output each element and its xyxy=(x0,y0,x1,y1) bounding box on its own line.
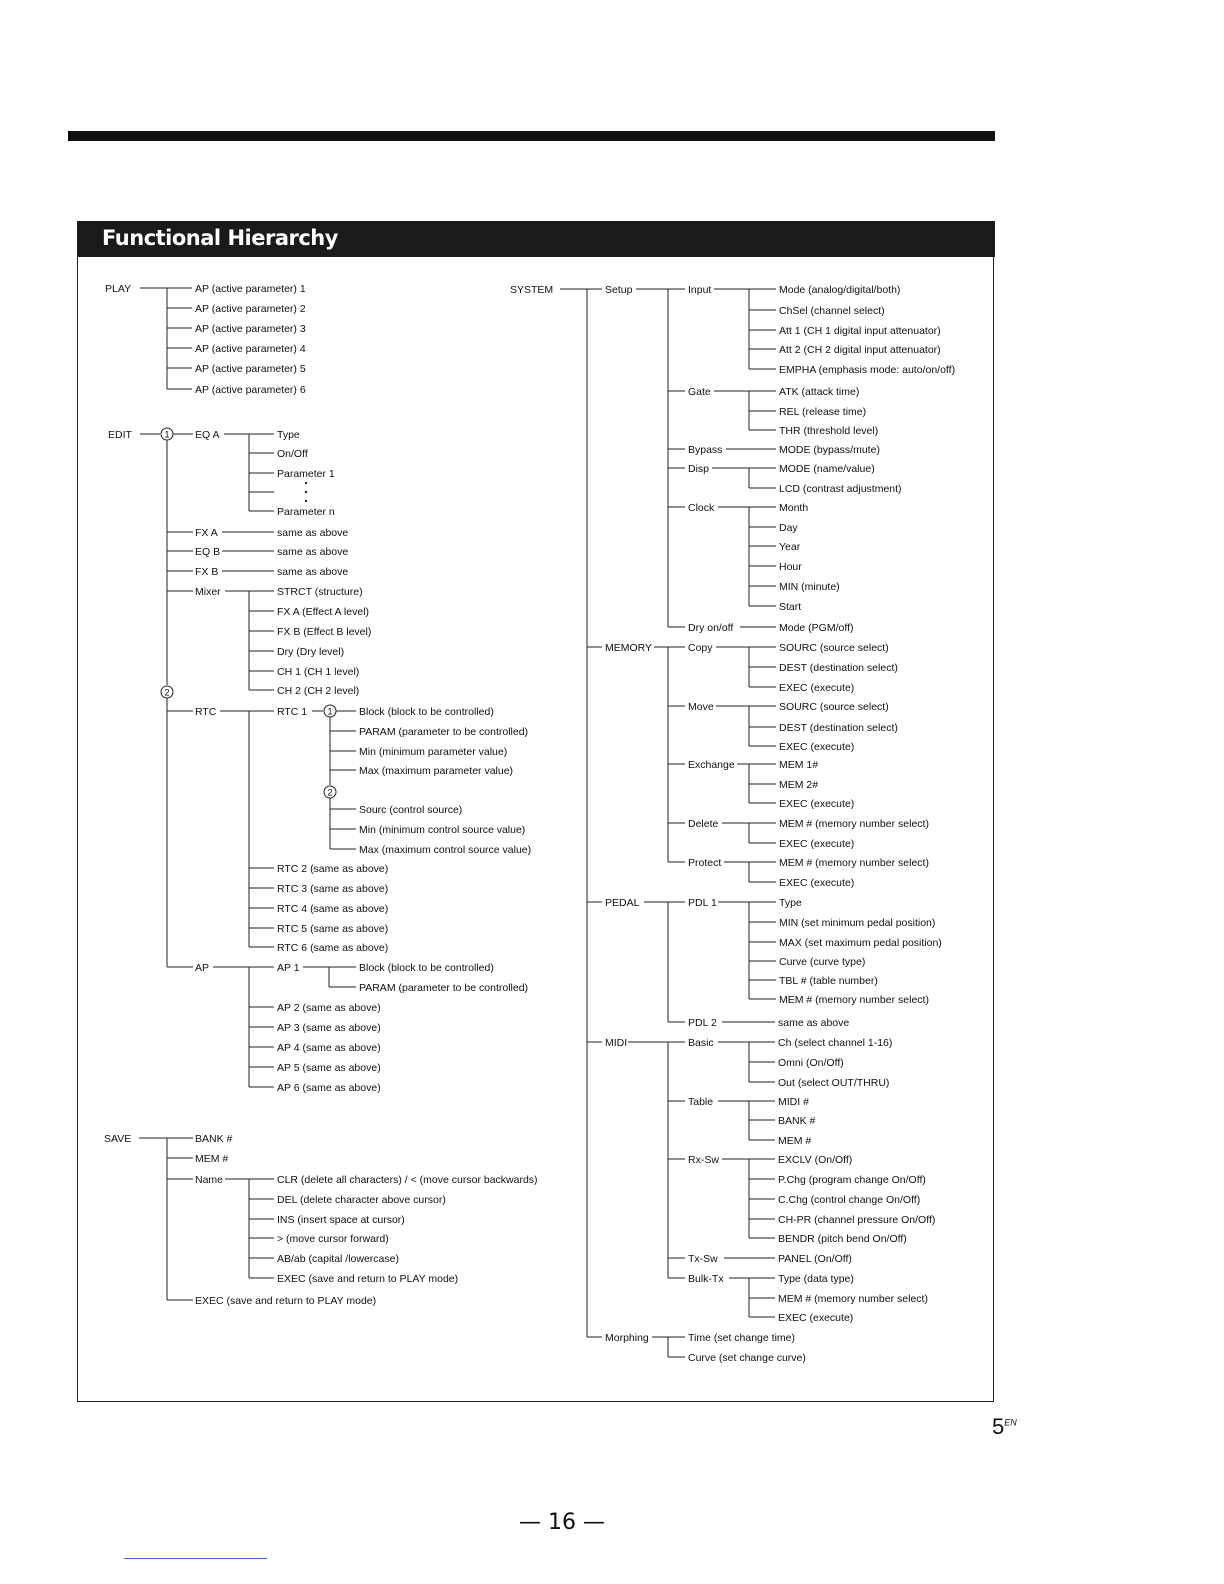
ap1-child: Block (block to be controlled) xyxy=(359,962,494,974)
clock-child: Month xyxy=(779,502,809,514)
input-child: Att 1 (CH 1 digital input attenuator) xyxy=(779,325,941,337)
edit-item-label: FX B xyxy=(195,566,219,578)
memory-submenu-label: Protect xyxy=(688,857,722,869)
ap-other: AP 3 (same as above) xyxy=(277,1022,381,1034)
save-exec: EXEC (save and return to PLAY mode) xyxy=(195,1295,377,1307)
pdl1-child: TBL # (table number) xyxy=(779,975,878,987)
save-name-child: INS (insert space at cursor) xyxy=(277,1214,405,1226)
midi-submenu-child: MIDI # xyxy=(778,1096,809,1108)
memory-submenu-child: SOURC (source select) xyxy=(779,642,889,654)
rtc-group2-child: Sourc (control source) xyxy=(359,804,463,816)
txsw-value: PANEL (On/Off) xyxy=(778,1253,852,1265)
gate-child: THR (threshold level) xyxy=(779,425,879,437)
memory-label: MEMORY xyxy=(605,642,653,654)
pdl1-label: PDL 1 xyxy=(688,897,717,909)
memory-submenu-child: MEM # (memory number select) xyxy=(779,857,929,869)
rtc1-label: RTC 1 xyxy=(277,706,308,718)
footer-link-underline xyxy=(124,1558,267,1559)
save-name-child: AB/ab (capital /lowercase) xyxy=(277,1253,399,1265)
midi-submenu-label: Rx-Sw xyxy=(688,1154,719,1166)
midi-submenu-child: Omni (On/Off) xyxy=(778,1057,844,1069)
pdl1-child: MEM # (memory number select) xyxy=(779,994,929,1006)
play-child: AP (active parameter) 3 xyxy=(195,323,306,335)
midi-submenu-child: BENDR (pitch bend On/Off) xyxy=(778,1233,907,1245)
play-child: AP (active parameter) 1 xyxy=(195,283,306,295)
edit-item-value: same as above xyxy=(277,566,349,578)
memory-submenu-child: MEM 2# xyxy=(779,779,819,791)
memory-submenu-child: EXEC (execute) xyxy=(779,741,855,753)
page-mark-suffix: EN xyxy=(1004,1417,1017,1428)
bulktx-child: EXEC (execute) xyxy=(778,1312,854,1324)
pdl2-label: PDL 2 xyxy=(688,1017,717,1029)
rtc-other: RTC 5 (same as above) xyxy=(277,923,389,935)
memory-submenu-label: Move xyxy=(688,701,714,713)
branch-marker-label: 1 xyxy=(327,706,333,717)
morphing-label: Morphing xyxy=(605,1332,649,1344)
save-name-child: CLR (delete all characters) / < (move cursor backwards) xyxy=(277,1174,538,1186)
midi-submenu-child: BANK # xyxy=(778,1115,816,1127)
midi-submenu-label: Table xyxy=(688,1096,714,1108)
disp-child: MODE (name/value) xyxy=(779,463,875,475)
memory-submenu-child: MEM # (memory number select) xyxy=(779,818,929,830)
mixer-child: CH 2 (CH 2 level) xyxy=(277,685,360,697)
dry-label: Dry on/off xyxy=(688,622,734,634)
system-root-label: SYSTEM xyxy=(510,284,554,296)
memory-submenu-child: EXEC (execute) xyxy=(779,877,855,889)
midi-submenu-child: MEM # xyxy=(778,1135,812,1147)
txsw-label: Tx-Sw xyxy=(688,1253,718,1265)
mixer-child: Dry (Dry level) xyxy=(277,646,345,658)
mixer-label: Mixer xyxy=(195,586,221,598)
midi-submenu-child: P.Chg (program change On/Off) xyxy=(778,1174,926,1186)
memory-submenu-child: EXEC (execute) xyxy=(779,798,855,810)
ap-other: AP 2 (same as above) xyxy=(277,1002,381,1014)
rtc-group2-child: Min (minimum control source value) xyxy=(359,824,526,836)
mixer-child: CH 1 (CH 1 level) xyxy=(277,666,360,678)
ap-other: AP 6 (same as above) xyxy=(277,1082,381,1094)
rtc-group1-child: Block (block to be controlled) xyxy=(359,706,494,718)
memory-submenu-child: DEST (destination select) xyxy=(779,662,898,674)
memory-submenu-child: MEM 1# xyxy=(779,759,819,771)
memory-submenu-child: DEST (destination select) xyxy=(779,722,898,734)
ap-other: AP 4 (same as above) xyxy=(277,1042,381,1054)
rtc-other: RTC 6 (same as above) xyxy=(277,942,389,954)
ellipsis-dot xyxy=(305,491,307,493)
clock-child: Day xyxy=(779,522,798,534)
midi-submenu-child: CH-PR (channel pressure On/Off) xyxy=(778,1214,936,1226)
gate-child: ATK (attack time) xyxy=(779,386,860,398)
play-child: AP (active parameter) 5 xyxy=(195,363,306,375)
rtc-label: RTC xyxy=(195,706,217,718)
dry-value: Mode (PGM/off) xyxy=(779,622,854,634)
save-name-child: DEL (delete character above cursor) xyxy=(277,1194,446,1206)
clock-child: MIN (minute) xyxy=(779,581,840,593)
bulktx-child: Type (data type) xyxy=(778,1273,854,1285)
ellipsis-dot xyxy=(305,482,307,484)
eq-a-label: EQ A xyxy=(195,429,220,441)
clock-label: Clock xyxy=(688,502,715,514)
disp-label: Disp xyxy=(688,463,710,475)
ellipsis-dot xyxy=(305,500,307,502)
eq-a-child: On/Off xyxy=(277,448,308,460)
pdl1-child: Curve (curve type) xyxy=(779,956,866,968)
eq-a-child: Type xyxy=(277,429,300,441)
midi-label: MIDI xyxy=(605,1037,628,1049)
save-name-child: > (move cursor forward) xyxy=(277,1233,389,1245)
branch-marker-label: 2 xyxy=(327,787,333,798)
page-title: Functional Hierarchy xyxy=(102,226,338,250)
mixer-child: FX A (Effect A level) xyxy=(277,606,370,618)
morphing-child: Curve (set change curve) xyxy=(688,1352,806,1364)
pdl1-child: Type xyxy=(779,897,802,909)
memory-submenu-child: EXEC (execute) xyxy=(779,682,855,694)
page-number: — 16 — xyxy=(519,1510,605,1535)
input-child: ChSel (channel select) xyxy=(779,305,885,317)
memory-submenu-label: Exchange xyxy=(688,759,735,771)
play-child: AP (active parameter) 6 xyxy=(195,384,306,396)
bulktx-label: Bulk-Tx xyxy=(688,1273,724,1285)
play-child: AP (active parameter) 4 xyxy=(195,343,306,355)
edit-item-value: same as above xyxy=(277,527,349,539)
disp-child: LCD (contrast adjustment) xyxy=(779,483,902,495)
section-page-mark xyxy=(992,1414,1017,1440)
memory-submenu-label: Delete xyxy=(688,818,719,830)
clock-child: Start xyxy=(779,601,802,613)
rtc-other: RTC 3 (same as above) xyxy=(277,883,389,895)
eq-a-child: Parameter 1 xyxy=(277,468,335,480)
mixer-child: FX B (Effect B level) xyxy=(277,626,372,638)
gate-child: REL (release time) xyxy=(779,406,867,418)
pdl2-value: same as above xyxy=(778,1017,850,1029)
eq-a-child: Parameter n xyxy=(277,506,335,518)
save-bank: BANK # xyxy=(195,1133,233,1145)
input-child: EMPHA (emphasis mode: auto/on/off) xyxy=(779,364,956,376)
morphing-child: Time (set change time) xyxy=(688,1332,795,1344)
rtc-group2-child: Max (maximum control source value) xyxy=(359,844,532,856)
midi-submenu-label: Basic xyxy=(688,1037,714,1049)
play-root-label: PLAY xyxy=(105,283,132,295)
edit-item-value: same as above xyxy=(277,546,349,558)
midi-submenu-child: EXCLV (On/Off) xyxy=(778,1154,853,1166)
memory-submenu-child: EXEC (execute) xyxy=(779,838,855,850)
rtc-group1-child: Min (minimum parameter value) xyxy=(359,746,508,758)
edit-item-label: FX A xyxy=(195,527,218,539)
edit-root-label: EDIT xyxy=(108,429,132,441)
save-name-child: EXEC (save and return to PLAY mode) xyxy=(277,1273,459,1285)
midi-submenu-child: C.Chg (control change On/Off) xyxy=(778,1194,921,1206)
pdl1-child: MAX (set maximum pedal position) xyxy=(779,937,942,949)
rtc-group1-child: PARAM (parameter to be controlled) xyxy=(359,726,529,738)
ap1-child: PARAM (parameter to be controlled) xyxy=(359,982,529,994)
ap1-label: AP 1 xyxy=(277,962,300,974)
page-mark-number: 5 xyxy=(992,1414,1005,1439)
ap-label: AP xyxy=(195,962,210,974)
input-label: Input xyxy=(688,284,712,296)
pdl1-child: MIN (set minimum pedal position) xyxy=(779,917,936,929)
memory-submenu-label: Copy xyxy=(688,642,713,654)
midi-submenu-child: Out (select OUT/THRU) xyxy=(778,1077,890,1089)
clock-child: Year xyxy=(779,541,801,553)
play-child: AP (active parameter) 2 xyxy=(195,303,306,315)
mixer-child: STRCT (structure) xyxy=(277,586,363,598)
save-root-label: SAVE xyxy=(104,1133,132,1145)
setup-label: Setup xyxy=(605,284,633,296)
ap-other: AP 5 (same as above) xyxy=(277,1062,381,1074)
clock-child: Hour xyxy=(779,561,802,573)
midi-submenu-child: Ch (select channel 1-16) xyxy=(778,1037,893,1049)
bulktx-child: MEM # (memory number select) xyxy=(778,1293,928,1305)
save-mem: MEM # xyxy=(195,1153,229,1165)
memory-submenu-child: SOURC (source select) xyxy=(779,701,889,713)
rtc-other: RTC 2 (same as above) xyxy=(277,863,389,875)
bypass-label: Bypass xyxy=(688,444,723,456)
edit-item-label: EQ B xyxy=(195,546,221,558)
input-child: Mode (analog/digital/both) xyxy=(779,284,901,296)
bypass-value: MODE (bypass/mute) xyxy=(779,444,880,456)
rtc-other: RTC 4 (same as above) xyxy=(277,903,389,915)
branch-marker-label: 2 xyxy=(164,687,170,698)
rtc-group1-child: Max (maximum parameter value) xyxy=(359,765,514,777)
save-name: Name xyxy=(195,1174,224,1186)
gate-label: Gate xyxy=(688,386,711,398)
input-child: Att 2 (CH 2 digital input attenuator) xyxy=(779,344,941,356)
pedal-label: PEDAL xyxy=(605,897,640,909)
branch-marker-label: 1 xyxy=(164,429,170,440)
